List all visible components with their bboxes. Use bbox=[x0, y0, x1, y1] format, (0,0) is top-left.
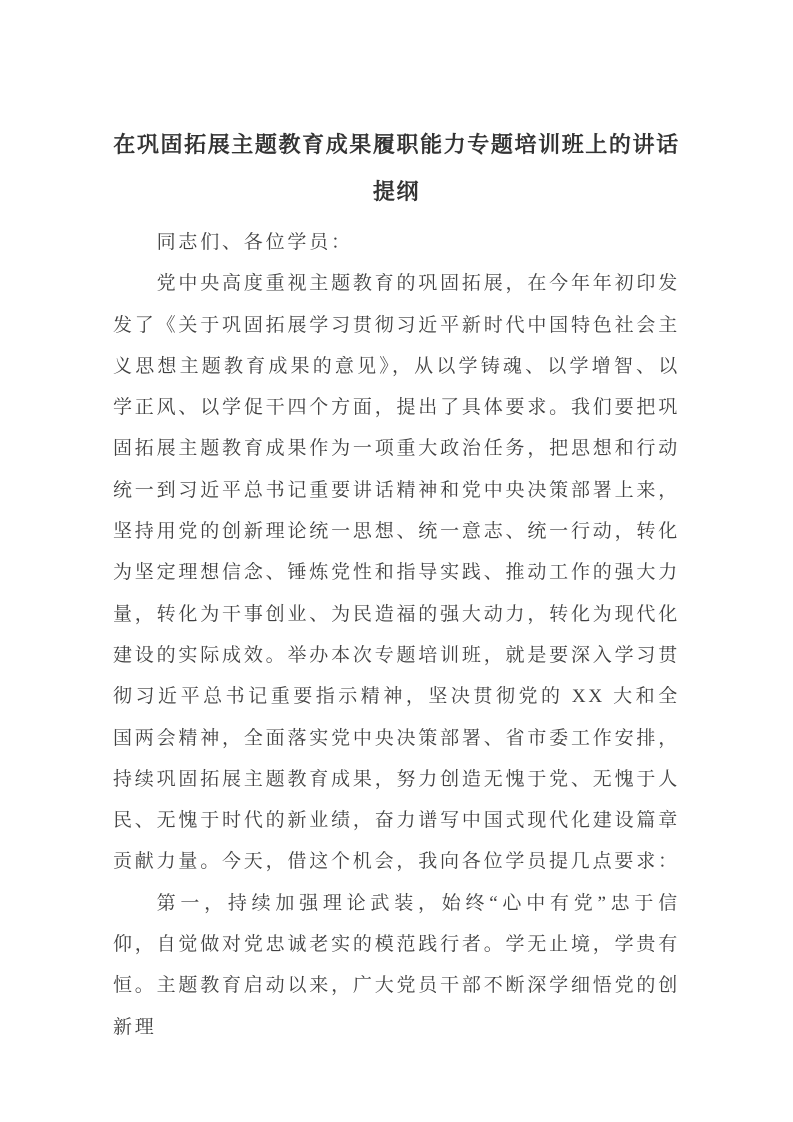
body-paragraph-1: 党中央高度重视主题教育的巩固拓展，在今年年初印发发了《关于巩固拓展学习贯彻习近平新时代中国特色社会主义思想主题教育成果的意见》，从以学铸魂、以学增智、以学正风、以学促干四个方面，提出了具体要求。我们要把巩固拓展主题教育成果作为一项重大政治任务，把思想和行动统一到习近平总书记重要讲话精神和党中央决策部署上来，坚持用党的创新理论统一思想、统一意志、统一行动，转化为坚定理想信念、锤炼党性和指导实践、推动工作的强大力量，转化为干事创业、为民造福的强大动力，转化为现代化建设的实际成效。举办本次专题培训班，就是要深入学习贯彻习近平总书记重要指示精神，坚决贯彻党的 XX 大和全国两会精神，全面落实党中央决策部署、省市委工作安排，持续巩固拓展主题教育成果，努力创造无愧于党、无愧于人民、无愧于时代的新业绩，奋力谱写中国式现代化建设篇章贡献力量。今天，借这个机会，我向各位学员提几点要求： bbox=[113, 273, 680, 873]
document-title: 在巩固拓展主题教育成果履职能力专题培训班上的讲话提纲 bbox=[113, 132, 680, 204]
body-paragraph-2: 第一，持续加强理论武装，始终“心中有党”忠于信仰，自觉做对党忠诚老实的模范践行者。学无止境，学贵有恒。主题教育启动以来，广大党员干部不断深学细悟党的创新理 bbox=[113, 892, 680, 1038]
salutation: 同志们、各位学员： bbox=[156, 232, 353, 253]
